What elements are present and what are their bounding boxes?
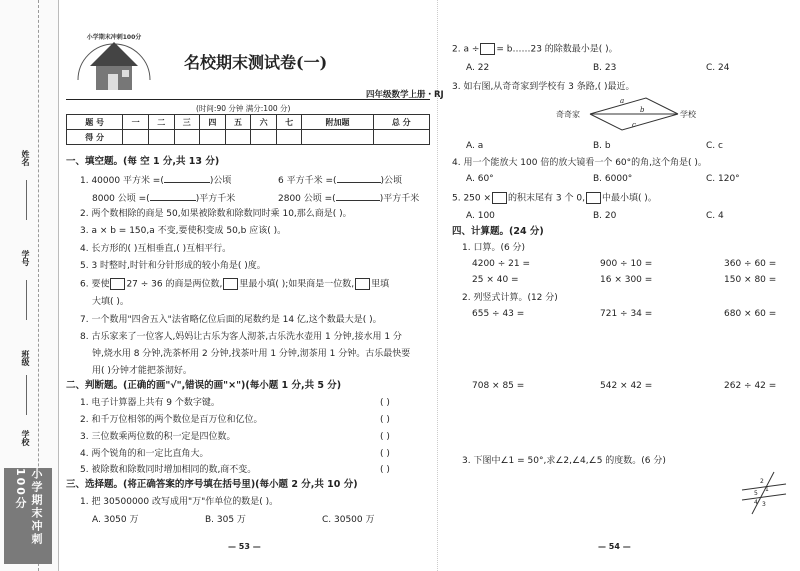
- vertical-calc-6: 262 ÷ 42 =: [724, 381, 777, 391]
- question-6-cont: 大填( )。: [92, 297, 129, 307]
- judge-5: 5. 被除数和除数同时增加相同的数,商不变。: [80, 465, 257, 475]
- score-header-cell: 二: [148, 115, 174, 130]
- judge-5-answer[interactable]: ( ): [380, 465, 390, 475]
- answer-box[interactable]: [110, 278, 125, 290]
- answer-box[interactable]: [492, 192, 507, 204]
- question-1d: 2800 公顷 =( )平方千米: [278, 191, 419, 205]
- choice-2-option-a[interactable]: A. 22: [466, 63, 490, 73]
- score-row-label: 得 分: [67, 130, 123, 145]
- judge-3: 3. 三位数乘两位数的积一定是四位数。: [80, 432, 236, 442]
- oral-calc-title: 1. 口算。(6 分): [462, 243, 526, 253]
- score-cell[interactable]: [251, 130, 277, 145]
- answer-box[interactable]: [355, 278, 370, 290]
- choice-5-option-c[interactable]: C. 4: [706, 211, 724, 221]
- answer-box[interactable]: [480, 43, 495, 55]
- header-rule: [66, 99, 430, 100]
- choice-3-option-c[interactable]: C. c: [706, 141, 723, 151]
- angle-4-label: 4: [754, 499, 758, 506]
- judge-3-answer[interactable]: ( ): [380, 432, 390, 442]
- class-line: [26, 375, 27, 415]
- class-label: 班级: [21, 350, 30, 366]
- judge-2-answer[interactable]: ( ): [380, 415, 390, 425]
- choice-3-option-a[interactable]: A. a: [466, 141, 484, 151]
- judge-1: 1. 电子计算器上共有 9 个数字键。: [80, 398, 220, 408]
- choice-3: 3. 如右图,从奇奇家到学校有 3 条路,( )最近。: [452, 82, 635, 92]
- binding-margin: [0, 0, 59, 571]
- question-4: 4. 长方形的( )互相垂直,( )互相平行。: [80, 244, 232, 254]
- score-header-cell: 三: [174, 115, 200, 130]
- judge-2: 2. 和千万位相邻的两个数位是百万位和亿位。: [80, 415, 263, 425]
- question-7: 7. 一个数用"四舍五入"法省略亿位后面的尾数约是 14 亿,这个数最大是( )。: [80, 315, 382, 325]
- question-8-line1: 8. 古乐家来了一位客人,妈妈让古乐为客人沏茶,古乐洗水壶用 1 分钟,接水用 1 分: [80, 332, 402, 342]
- brand-badge: 小学期末冲刺100分: [4, 468, 52, 564]
- choice-4: 4. 用一个能放大 100 倍的放大镜看一个 60°的角,这个角是( )。: [452, 158, 707, 168]
- page-divider: [437, 0, 438, 571]
- page-title: 名校期末测试卷(一): [184, 53, 328, 72]
- score-header-cell: 七: [276, 115, 302, 130]
- choice-2-option-b[interactable]: B. 23: [593, 63, 617, 73]
- question-1a: 1. 40000 平方米 =( )公顷: [80, 173, 231, 187]
- answer-box[interactable]: [586, 192, 601, 204]
- route-school-label: 学校: [680, 110, 696, 119]
- score-header-cell: 四: [200, 115, 226, 130]
- score-header-cell: 题 号: [67, 115, 123, 130]
- oral-calc-3: 360 ÷ 60 =: [724, 259, 777, 269]
- choice-5-option-a[interactable]: A. 100: [466, 211, 495, 221]
- student-id-label: 学号: [21, 250, 30, 266]
- choice-4-option-b[interactable]: B. 6000°: [593, 174, 633, 184]
- angle-diagram: [738, 470, 788, 516]
- question-2: 2. 两个数相除的商是 50,如果被除数和除数同时乘 10,那么商是( )。: [80, 209, 352, 219]
- section-calculation-title: 四、计算题。(24 分): [452, 226, 544, 237]
- vertical-calc-2: 721 ÷ 34 =: [600, 309, 653, 319]
- judge-4-answer[interactable]: ( ): [380, 449, 390, 459]
- section-choice-title: 三、选择题。(将正确答案的序号填在括号里)(每小题 2 分,共 10 分): [66, 479, 358, 490]
- choice-5: 5. 250 × 的积末尾有 3 个 0, 中最小填( )。: [452, 193, 657, 204]
- vertical-calc-5: 542 × 42 =: [600, 381, 653, 391]
- choice-4-option-c[interactable]: C. 120°: [706, 174, 740, 184]
- angle-question: 3. 下图中∠1 = 50°,求∠2,∠4,∠5 的度数。(6 分): [462, 456, 666, 466]
- judge-4: 4. 两个锐角的和一定比直角大。: [80, 449, 209, 459]
- choice-5-option-b[interactable]: B. 20: [593, 211, 617, 221]
- route-b-label: b: [640, 106, 645, 114]
- choice-1-option-b[interactable]: B. 305 万: [205, 515, 246, 525]
- question-3: 3. a × b = 150,a 不变,要使积变成 50,b 应该( )。: [80, 226, 287, 236]
- angle-3-label: 3: [762, 501, 766, 508]
- time-info: (时间:90 分钟 满分:100 分): [196, 104, 291, 113]
- question-1c: 8000 公顷 =( )平方千米: [92, 191, 235, 205]
- section-fill-in-title: 一、填空题。(每 空 1 分,共 13 分): [66, 156, 220, 167]
- score-header-cell: 附加题: [302, 115, 373, 130]
- score-header-cell: 六: [251, 115, 277, 130]
- school-label: 学校: [21, 430, 30, 446]
- score-header-cell: 一: [123, 115, 149, 130]
- choice-4-option-a[interactable]: A. 60°: [466, 174, 494, 184]
- score-cell[interactable]: [200, 130, 226, 145]
- subject-label: 四年级数学上册・RJ: [366, 90, 444, 100]
- score-cell[interactable]: [373, 130, 429, 145]
- score-cell[interactable]: [225, 130, 251, 145]
- house-logo-icon: [70, 30, 158, 100]
- name-line: [26, 180, 27, 220]
- judge-1-answer[interactable]: ( ): [380, 398, 390, 408]
- score-cell[interactable]: [302, 130, 373, 145]
- choice-3-option-b[interactable]: B. b: [593, 141, 611, 151]
- score-cell[interactable]: [148, 130, 174, 145]
- angle-5-label: 5: [754, 490, 758, 497]
- section-true-false-title: 二、判断题。(正确的画"√",错误的画"×")(每小题 1 分,共 5 分): [66, 380, 342, 391]
- score-cell[interactable]: [123, 130, 149, 145]
- answer-box[interactable]: [223, 278, 238, 290]
- vertical-calc-title: 2. 列竖式计算。(12 分): [462, 293, 558, 303]
- name-label: 姓名: [21, 150, 30, 166]
- question-1b: 6 平方千米 =( )公顷: [278, 173, 402, 187]
- route-a-label: a: [620, 97, 625, 105]
- oral-calc-1: 4200 ÷ 21 =: [472, 259, 531, 269]
- question-8-line3: 用( )分钟才能把茶沏好。: [92, 366, 192, 376]
- oral-calc-5: 16 × 300 =: [600, 275, 653, 285]
- angle-1-label: 1: [765, 486, 769, 493]
- score-header-cell: 五: [225, 115, 251, 130]
- score-header-cell: 总 分: [373, 115, 429, 130]
- question-8-line2: 钟,烧水用 8 分钟,洗茶杯用 2 分钟,找茶叶用 1 分钟,沏茶用 1 分钟。古乐最快要: [92, 349, 411, 359]
- angle-2-label: 2: [760, 478, 764, 485]
- choice-1: 1. 把 30500000 改写成用"万"作单位的数是( )。: [80, 497, 279, 507]
- route-diagram: [556, 92, 706, 136]
- score-cell[interactable]: [276, 130, 302, 145]
- oral-calc-2: 900 ÷ 10 =: [600, 259, 653, 269]
- oral-calc-6: 150 × 80 =: [724, 275, 777, 285]
- page-number-left: — 53 —: [228, 542, 261, 551]
- vertical-calc-4: 708 × 85 =: [472, 381, 525, 391]
- choice-2: 2. a ÷ = b……23 的除数最小是( )。: [452, 44, 618, 55]
- choice-1-option-c[interactable]: C. 30500 万: [322, 515, 375, 525]
- score-table: [66, 114, 430, 145]
- score-cell[interactable]: [174, 130, 200, 145]
- score-header-row: [67, 115, 430, 130]
- choice-1-option-a[interactable]: A. 3050 万: [92, 515, 139, 525]
- route-home-label: 奇奇家: [556, 110, 580, 119]
- question-5: 5. 3 时整时,时针和分针形成的较小角是( )度。: [80, 261, 266, 271]
- oral-calc-4: 25 × 40 =: [472, 275, 519, 285]
- vertical-calc-1: 655 ÷ 43 =: [472, 309, 525, 319]
- id-line: [26, 280, 27, 320]
- choice-2-option-c[interactable]: C. 24: [706, 63, 730, 73]
- vertical-calc-3: 680 × 60 =: [724, 309, 777, 319]
- question-6: 6. 要使 27 ÷ 36 的商是两位数, 里最小填( );如果商是一位数, 里填: [80, 279, 390, 290]
- svg-text:小学期末冲刺100分: 小学期末冲刺100分: [86, 34, 142, 41]
- score-row: [67, 130, 430, 145]
- route-c-label: c: [632, 121, 636, 129]
- page-number-right: — 54 —: [598, 542, 631, 551]
